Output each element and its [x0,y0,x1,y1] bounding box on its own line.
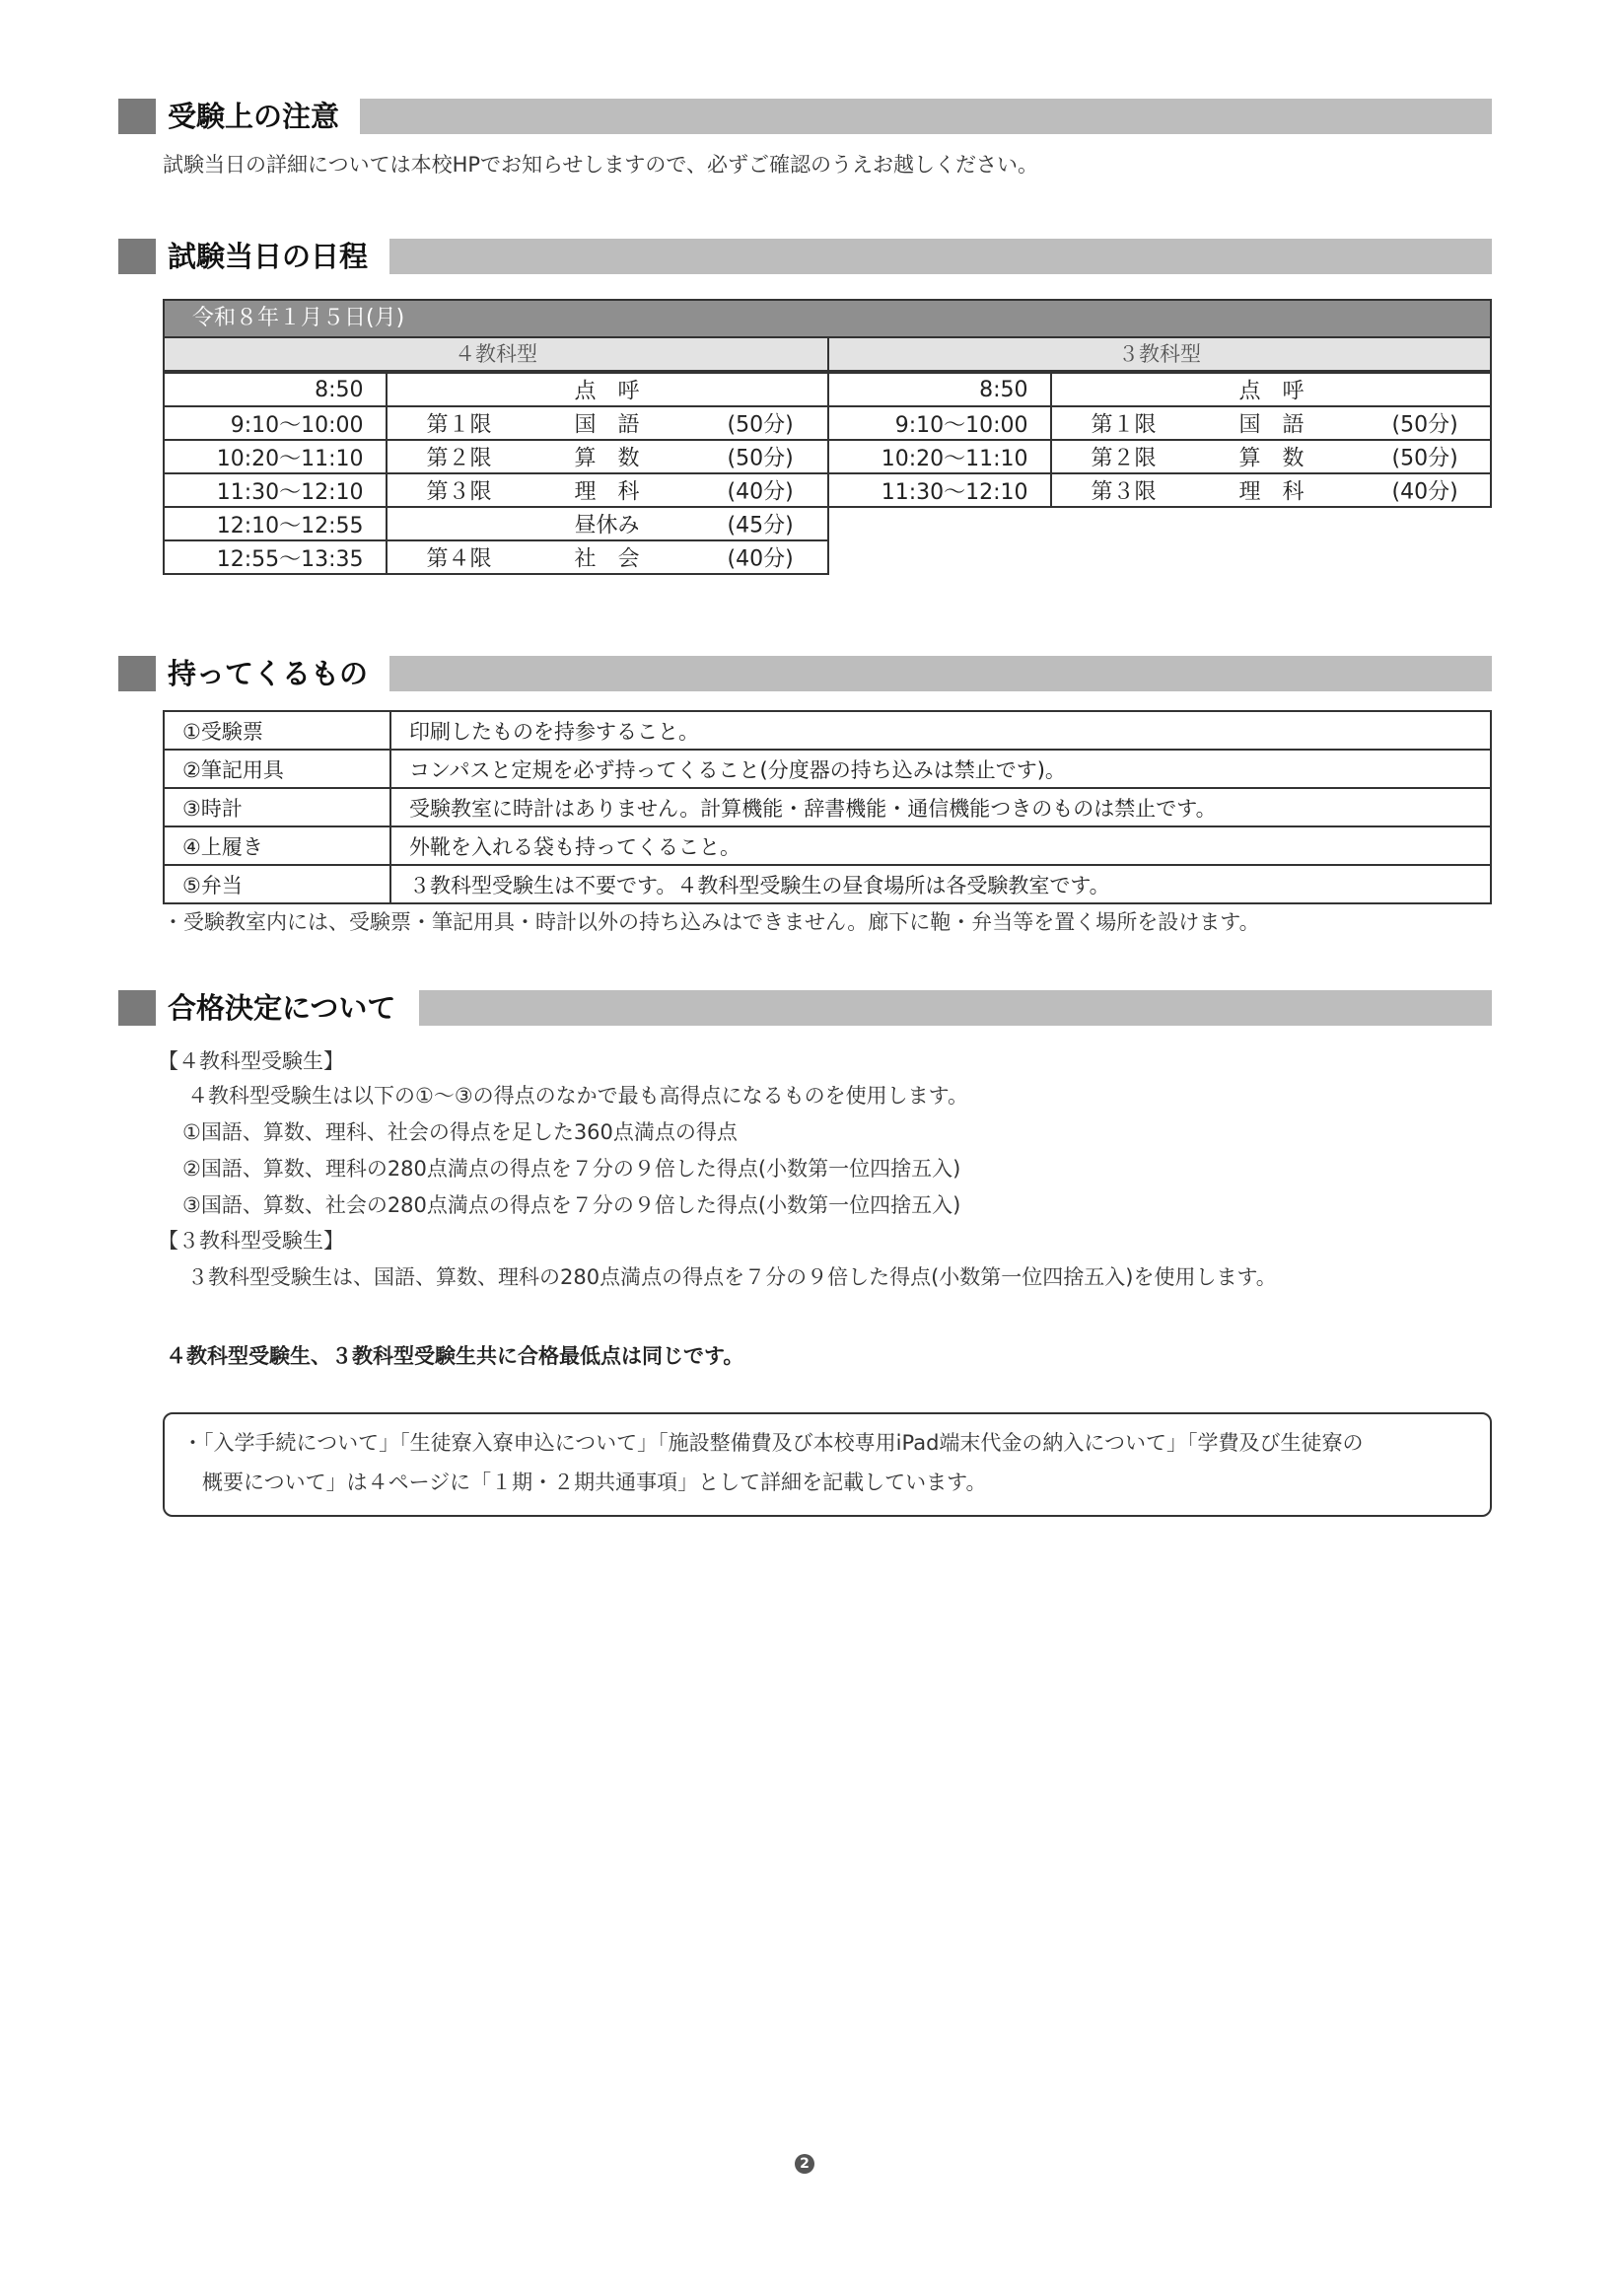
table-row [164,406,828,440]
subject-name: 点 呼 [1238,379,1305,404]
item-label: ②筆記用具 [164,750,390,788]
time-cell: 10:20～11:10 [828,440,1051,473]
four-subject-header: ４教科型 [163,336,829,372]
table-row [164,826,1491,865]
notice-text: 試験当日の詳細については本校HPでお知らせしますので、必ずご確認のうえお越しください。 [163,153,1038,177]
table-row [164,865,1491,903]
section-marker-icon [118,239,156,274]
subject-name: 算 数 [1238,446,1305,471]
section-marker-icon [118,990,156,1026]
time-cell: 11:30～12:10 [828,473,1051,507]
item-label: ③時計 [164,788,390,826]
subject-cell [1051,406,1491,440]
time-cell: 12:55～13:35 [164,540,387,574]
four-subject-schedule-table [163,372,829,575]
section-rule [389,239,1492,274]
table-row [164,788,1491,826]
period-label: 第３限 [1091,479,1157,505]
item-desc: 受験教室に時計はありません。計算機能・辞書機能・通信機能つきのものは禁止です。 [390,788,1491,826]
table-row [164,473,828,507]
three-subject-schedule-table [827,372,1492,508]
table-row [828,373,1491,406]
table-row [164,440,828,473]
table-row [164,540,828,574]
period-label: 第１限 [1091,412,1157,438]
reference-note-box [163,1412,1492,1517]
item-label: ①受験票 [164,711,390,750]
item-desc: コンパスと定規を必ず持ってくること(分度器の持ち込みは禁止です)。 [390,750,1491,788]
table-row [164,711,1491,750]
section-notice-header [118,96,1492,137]
section-title: 合格決定について [168,991,396,1025]
item-label: ④上履き [164,826,390,865]
item-label: ⑤弁当 [164,865,390,903]
table-row [828,473,1491,507]
duration: (40分) [1391,479,1458,505]
subject-name: 国 語 [1238,412,1305,438]
table-row [164,750,1491,788]
section-schedule-header [118,236,1492,277]
items-note: ・受験教室内には、受験票・筆記用具・時計以外の持ち込みはできません。廊下に鞄・弁当等を置く場所を設けます。 [163,910,1260,934]
duration: (40分) [727,546,794,572]
subject-cell [1051,440,1491,473]
pass-rule-item: ②国語、算数、理科の280点満点の得点を７分の９倍した得点(小数第一位四捨五入) [182,1157,961,1181]
item-desc: 外靴を入れる袋も持ってくること。 [390,826,1491,865]
duration: (40分) [727,479,794,505]
section-title: 受験上の注意 [168,100,340,133]
subject-name: 国 語 [574,412,640,438]
duration: (50分) [1391,412,1458,438]
table-row [164,373,828,406]
reference-note-line: 概要について」は４ページに「１期・２期共通事項」として詳細を記載しています。 [202,1471,987,1494]
schedule-date: 令和８年１月５日(月) [192,306,405,330]
section-items-header [118,653,1492,694]
duration: (45分) [727,513,794,538]
subject-cell [387,406,828,440]
subject-cell [387,440,828,473]
table-row [828,406,1491,440]
three-subject-text: ３教科型受験生は、国語、算数、理科の280点満点の得点を７分の９倍した得点(小数第一位四捨五入)を使用します。 [187,1265,1277,1289]
item-desc: 印刷したものを持参すること。 [390,711,1491,750]
period-label: 第２限 [1091,446,1157,471]
three-subject-header: ３教科型 [827,336,1492,372]
duration: (50分) [727,446,794,471]
section-rule [419,990,1492,1026]
subject-cell [1051,373,1491,406]
period-label: 第１限 [426,412,492,438]
schedule-date-banner [163,299,1492,336]
subject-cell [387,373,828,406]
table-row [164,507,828,540]
time-cell: 8:50 [164,373,387,406]
three-subject-heading: 【３教科型受験生】 [158,1229,344,1253]
page-number: 2 [795,2154,814,2174]
subject-cell [1051,473,1491,507]
pass-rule-item: ①国語、算数、理科、社会の得点を足した360点満点の得点 [182,1120,738,1144]
table-row [828,440,1491,473]
time-cell: 12:10～12:55 [164,507,387,540]
time-cell: 9:10～10:00 [164,406,387,440]
reference-note-line: ・「入学手続について」「生徒寮入寮申込について」「施設整備費及び本校専用iPad端末代金の納入について」「学費及び生徒寮の [182,1431,1364,1455]
section-title: 持ってくるもの [168,657,369,690]
period-label: 第３限 [426,479,492,505]
duration: (50分) [727,412,794,438]
section-marker-icon [118,656,156,691]
subject-name: 理 科 [574,479,640,505]
section-rule [360,99,1492,134]
time-cell: 9:10～10:00 [828,406,1051,440]
section-marker-icon [118,99,156,134]
subject-name: 社 会 [574,546,640,572]
subject-cell [387,540,828,574]
period-label: 第４限 [426,546,492,572]
subject-name: 算 数 [574,446,640,471]
subject-cell [387,473,828,507]
subject-name: 点 呼 [574,379,640,404]
subject-name: 昼休み [574,513,640,538]
items-table [163,710,1492,904]
period-label: 第２限 [426,446,492,471]
section-pass-header [118,987,1492,1029]
section-rule [389,656,1492,691]
item-desc: ３教科型受験生は不要です。４教科型受験生の昼食場所は各受験教室です。 [390,865,1491,903]
subject-cell [387,507,828,540]
time-cell: 10:20～11:10 [164,440,387,473]
four-subject-intro: ４教科型受験生は以下の①～③の得点のなかで最も高得点になるものを使用します。 [187,1084,968,1108]
common-pass-note: ４教科型受験生、３教科型受験生共に合格最低点は同じです。 [166,1344,744,1368]
duration: (50分) [1391,446,1458,471]
subject-name: 理 科 [1238,479,1305,505]
time-cell: 11:30～12:10 [164,473,387,507]
section-title: 試験当日の日程 [168,240,369,273]
four-subject-heading: 【４教科型受験生】 [158,1049,344,1073]
pass-rule-item: ③国語、算数、社会の280点満点の得点を７分の９倍した得点(小数第一位四捨五入) [182,1193,961,1217]
time-cell: 8:50 [828,373,1051,406]
